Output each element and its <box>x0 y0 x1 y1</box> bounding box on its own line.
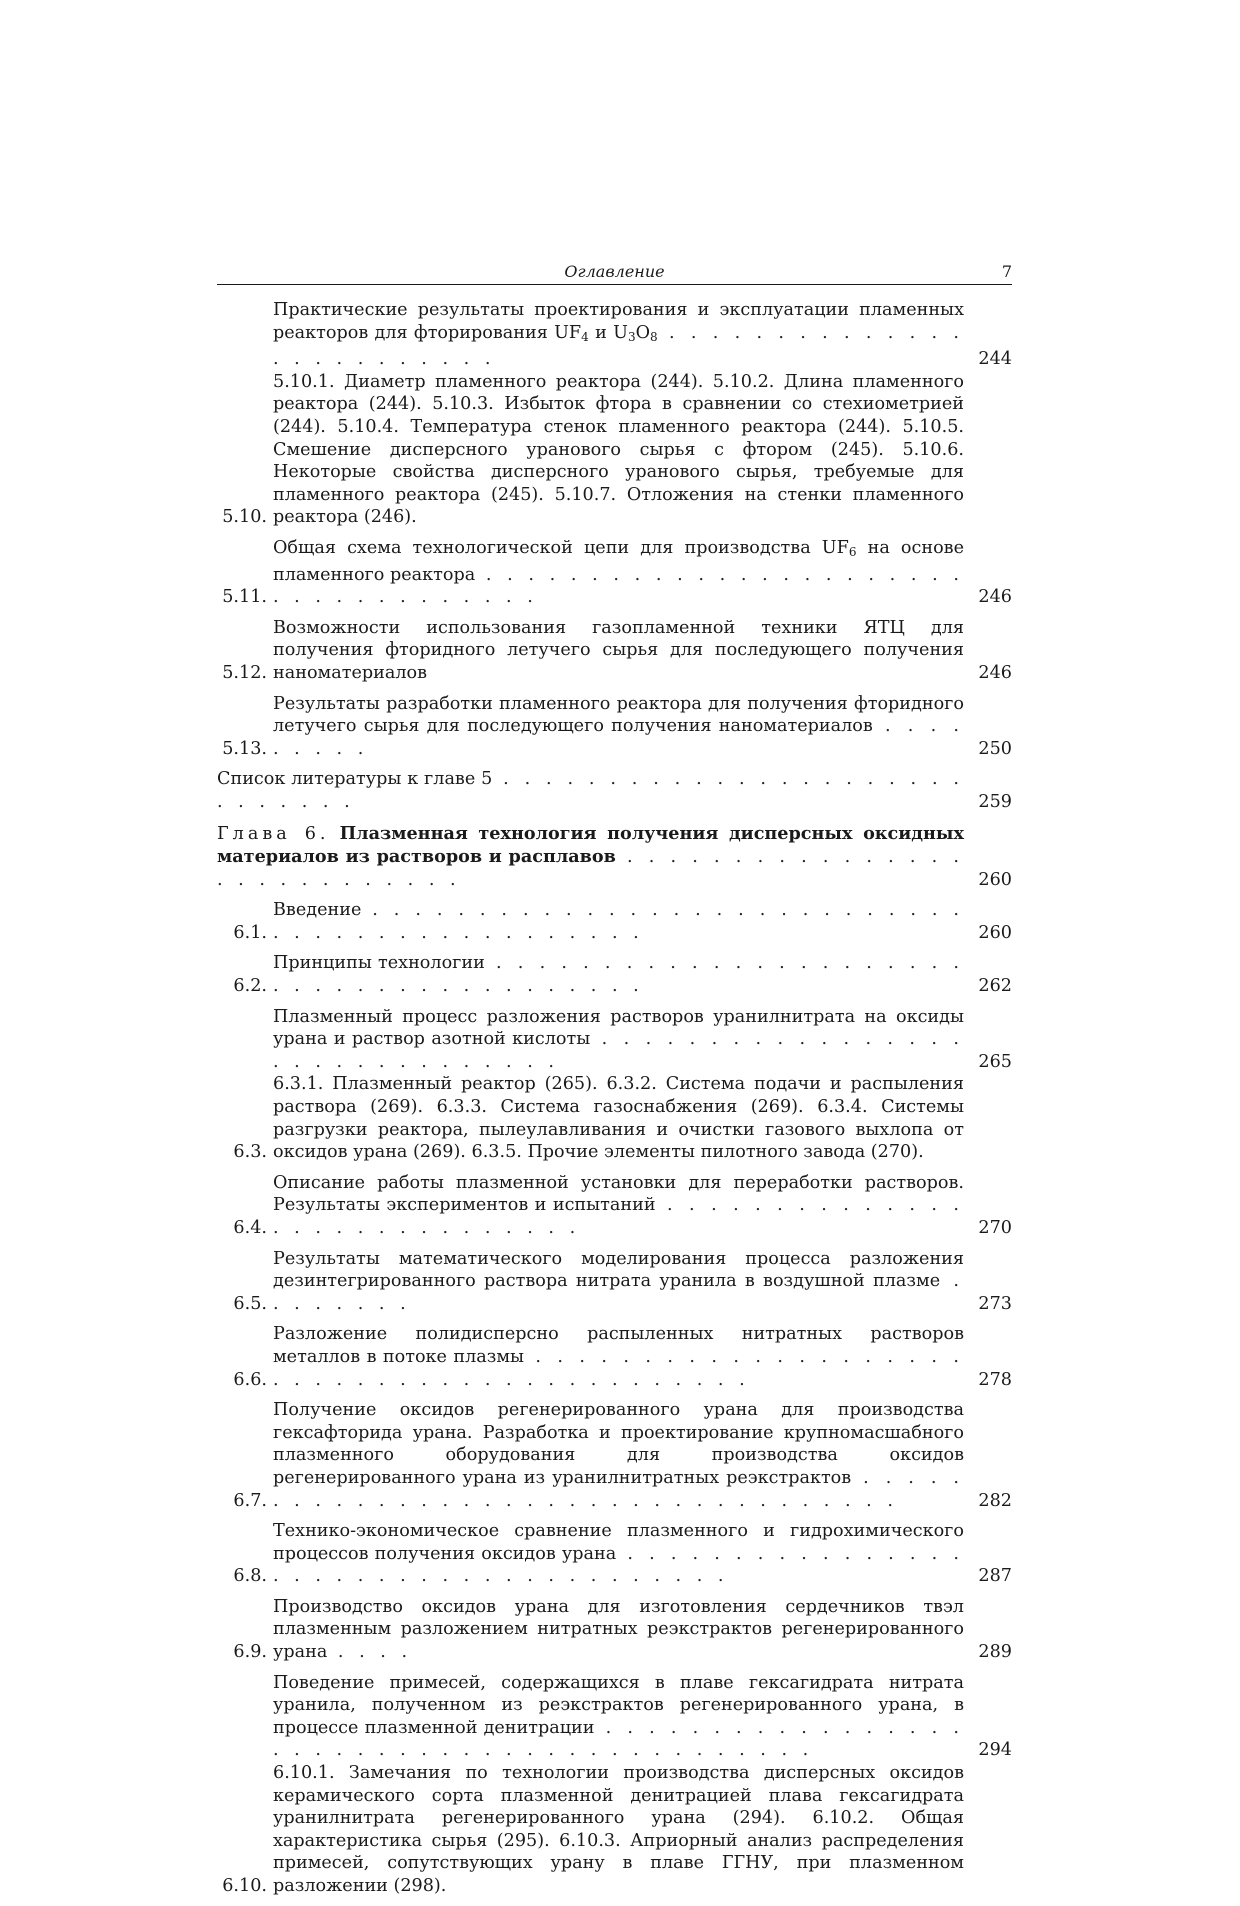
entry-title: Результаты разработки пламенного реактора для получения фторидного летучего сырья для последующего получения наноматериалов . . . . . . . . . <box>273 693 964 759</box>
entry-page: 289 <box>978 1642 1012 1663</box>
entry-subsections: 6.3.1. Плазменный реактор (265). 6.3.2. Система подачи и распыления раствора (269). 6.3.3. Система газоснабжения (269). 6.3.4. Системы разгрузки реактора, пылеулавливания и очистки газового выхлопа от оксидов урана (269). 6.3.5. Прочие элементы пилотного завода (270). <box>273 1074 964 1163</box>
entry-title: Введение . . . . . . . . . . . . . . . . . . . . . . . . . . . . . . . . . . . . . . . . . . . . . . <box>273 900 964 943</box>
entry-page: 265 <box>978 1051 1012 1072</box>
toc-entry[interactable] <box>217 899 1012 944</box>
entry-number: 5.10. <box>222 507 267 528</box>
entry-subsections: 6.10.1. Замечания по технологии производства дисперсных оксидов керамического сорта плазменной денитрацией плава гексагидрата уранилнитрата регенерированного урана (294). 6.10.2. Общая характеристика сырья (295). 6.10.3. Априорный анализ распределения примесей, сопутствующих урану в плаве ГГНУ, при плазменном разложении (298). <box>273 1763 964 1896</box>
entry-title: Производство оксидов урана для изготовления сердечников твэл плазменным разложением нитратных реэкстрактов регенерированного урана . . . . <box>273 1596 964 1663</box>
entry-title: Получение оксидов регенерированного урана для производства гексафторида урана. Разработка и проектирование крупномасшабного плазменного оборудования для производства оксидов регенерированного урана из уранилнитратных реэкстрактов . . . . . . . . . . . . . . . . . . . . . . . . . . . . . . . . . . . <box>273 1400 964 1511</box>
toc-entry[interactable] <box>217 617 1012 685</box>
entry-title: Практические результаты проектирования и эксплуатации пламенных реакторов для фторирования UF4 и U3O8 . . . . . . . . . . . . . . . . . . . . . . . . . <box>273 300 964 370</box>
entry-page: 294 <box>978 1740 1012 1761</box>
entry-page: 246 <box>978 587 1012 608</box>
toc-chapter[interactable] <box>217 823 1012 891</box>
entry-number: 6.1. <box>233 922 267 943</box>
toc-entry[interactable] <box>217 1248 1012 1316</box>
entry-number: 5.12. <box>222 662 267 683</box>
entry-page: 260 <box>978 869 1012 890</box>
entry-number: 6.5. <box>233 1293 267 1314</box>
entry-number: 6.2. <box>233 976 267 997</box>
entry-number: 5.13. <box>222 738 267 759</box>
entry-number: 6.3. <box>233 1142 267 1163</box>
entry-title: Общая схема технологической цепи для производства UF6 на основе пламенного реактора . . . . . . . . . . . . . . . . . . . . . . . . . . . . . . . . . . . . <box>273 537 965 608</box>
running-head <box>217 262 1012 285</box>
entry-number: 6.7. <box>233 1490 267 1511</box>
toc-entry[interactable] <box>217 1672 1012 1898</box>
page-number: 7 <box>1001 262 1012 281</box>
toc-entry[interactable] <box>217 1596 1012 1664</box>
entry-title: Технико-экономическое сравнение плазменного и гидрохимического процессов получения оксидов урана . . . . . . . . . . . . . . . . . . . . . . . . . . . . . . . . . . . . . . <box>273 1521 964 1587</box>
entry-title: Результаты математического моделирования процесса разложения дезинтегрированного раствора нитрата уранила в воздушной плазме . . . . . . . . <box>273 1248 964 1314</box>
entry-page: 260 <box>978 922 1012 943</box>
toc-entry[interactable] <box>217 952 1012 997</box>
entry-title: Возможности использования газопламенной техники ЯТЦ для получения фторидного летучего сырья для последующего получения наноматериалов <box>273 617 964 683</box>
toc-entry[interactable] <box>217 299 1012 529</box>
toc-entry[interactable] <box>217 1006 1012 1164</box>
entry-page: 244 <box>978 349 1012 370</box>
toc-entry[interactable] <box>217 537 1012 609</box>
entry-number: 6.10. <box>222 1876 267 1896</box>
entry-title: Плазменный процесс разложения растворов уранилнитрата на оксиды урана и раствор азотной кислоты . . . . . . . . . . . . . . . . . . . . . . . . . . . . . . . <box>273 1006 964 1072</box>
entry-page: 282 <box>978 1490 1012 1511</box>
entry-page: 250 <box>978 738 1012 759</box>
entry-number: 6.9. <box>233 1642 267 1663</box>
toc-entry[interactable] <box>217 693 1012 761</box>
chapter-title: Глава 6. Плазменная технология получения дисперсных оксидных материалов из растворов и расплавов . . . . . . . . . . . . . . . . . . . . . . . . . . . . <box>217 823 965 890</box>
running-head-title: Оглавление <box>564 262 665 281</box>
toc-entry[interactable] <box>217 1520 1012 1588</box>
entry-page: 278 <box>978 1369 1012 1390</box>
chapter-label: Глава 6. <box>217 824 330 845</box>
toc-entry[interactable] <box>217 1323 1012 1391</box>
entry-page: 270 <box>978 1217 1012 1238</box>
entry-number: 6.4. <box>233 1217 267 1238</box>
entry-title: Принципы технологии . . . . . . . . . . . . . . . . . . . . . . . . . . . . . . . . . . . . . . . . <box>273 953 964 997</box>
entry-title: Поведение примесей, содержащихся в плаве гексагидрата нитрата уранила, полученном из реэкстрактов регенерированного урана, в процессе плазменной денитрации . . . . . . . . . . . . . . . . . . . . . . . . . . . . . . . . . . . . . . . . . . . <box>273 1672 964 1761</box>
entry-page: 262 <box>978 976 1012 997</box>
entry-page: 273 <box>978 1293 1012 1314</box>
toc-entry[interactable] <box>217 1399 1012 1512</box>
entry-subsections: 5.10.1. Диаметр пламенного реактора (244). 5.10.2. Длина пламенного реактора (244). 5.10.3. Избыток фтора в сравнении со стехиометрией (244). 5.10.4. Температура стенок пламенного реактора (244). 5.10.5. Смешение дисперсного уранового сырья с фтором (245). 5.10.6. Некоторые свойства дисперсного уранового сырья, требуемые для пламенного реактора (245). 5.10.7. Отложения на стенки пламенного реактора (246). <box>273 371 964 528</box>
entry-title: Разложение полидисперсно распыленных нитратных растворов металлов в потоке плазмы . . . . . . . . . . . . . . . . . . . . . . . . . . . . . . . . . . . . . . . . . . . <box>273 1324 964 1390</box>
entry-page: 287 <box>978 1566 1012 1587</box>
entry-number: 6.6. <box>233 1369 267 1390</box>
entry-title: Описание работы плазменной установки для переработки растворов. Результаты экспериментов и испытаний . . . . . . . . . . . . . . . . . . . . . . . . . . . . . <box>273 1172 965 1238</box>
entry-number: 6.8. <box>233 1566 267 1587</box>
toc-page <box>217 262 1012 1906</box>
entry-page: 246 <box>978 662 1012 683</box>
entry-page: 259 <box>978 791 1012 812</box>
entry-title: Список литературы к главе 5 . . . . . . . . . . . . . . . . . . . . . . . . . . . . . <box>217 769 964 812</box>
entry-number: 5.11. <box>222 587 267 608</box>
toc-entry-bibliography[interactable] <box>217 768 1012 813</box>
toc-entry[interactable] <box>217 1172 1012 1240</box>
